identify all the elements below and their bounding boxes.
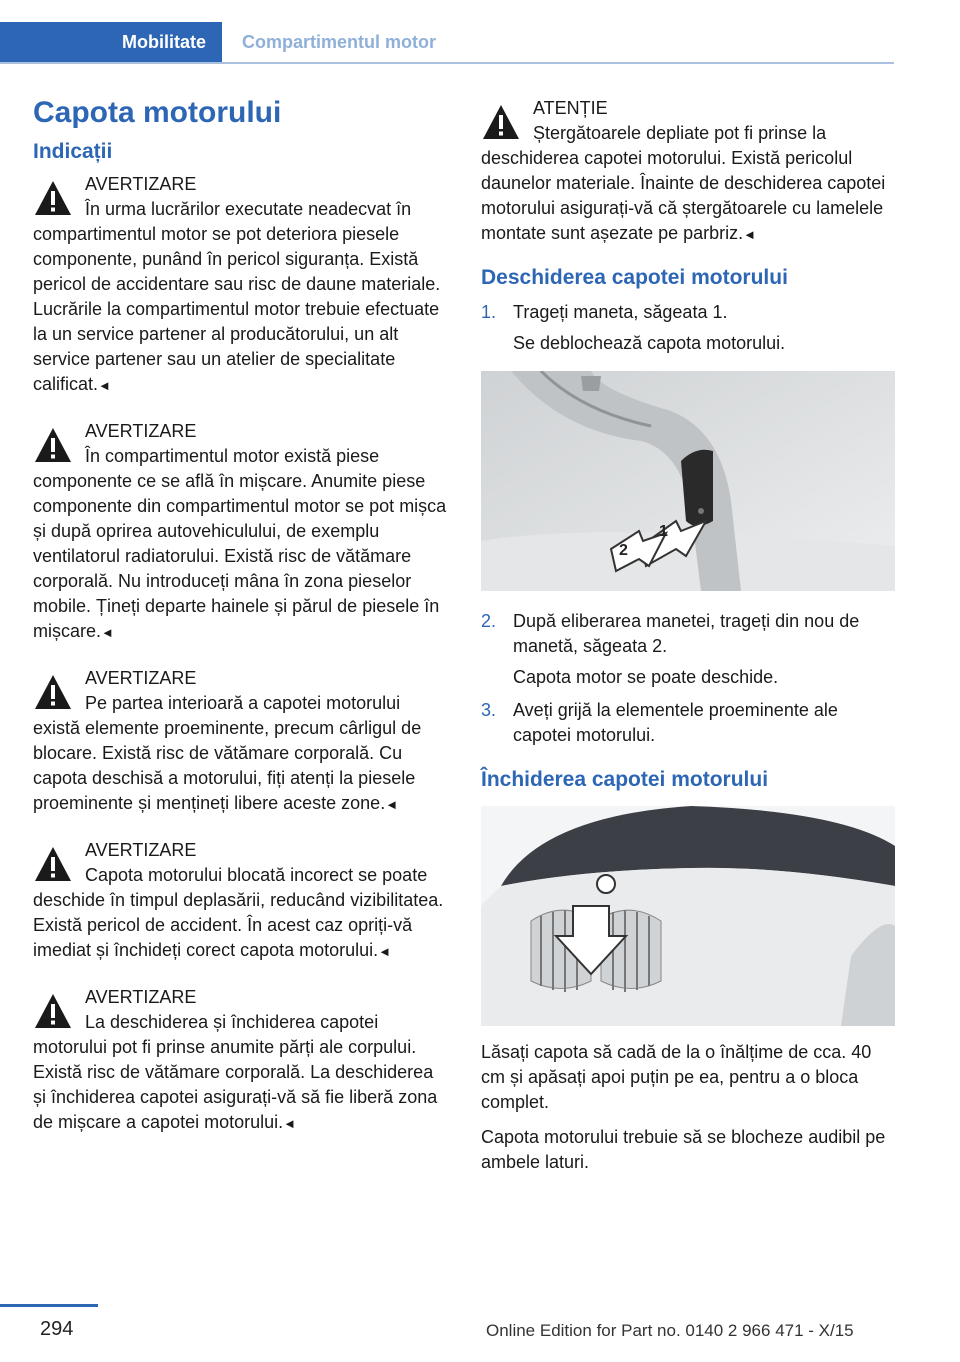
hood-closing-photo: [481, 806, 895, 1026]
step-item: [481, 609, 895, 690]
edition-note: Online Edition for Part no. 0140 2 966 471 - X/15: [486, 1321, 854, 1340]
step-text: Aveți grijă la elementele proeminente ale capotei motorului.: [513, 700, 838, 745]
warning-block: [33, 838, 447, 964]
section-subtitle: Indicații: [33, 140, 113, 163]
warning-triangle-icon: [33, 844, 73, 884]
warning-label: AVERTIZARE: [85, 421, 197, 441]
warning-label: AVERTIZARE: [85, 668, 197, 688]
warning-text: Pe partea interioară a capotei motorului există elemente proeminente, precum cârligul de blocare. Există risc de vătămare corporală. Cu capota deschisă a motorului, fiți atenți la piesele proeminente și mențineți libere aceste zone.: [33, 693, 422, 813]
warning-text: În compartimentul motor există piese componente ce se află în mișcare. Anumite piese componente din compartimentul motor se pot mișca și după oprirea autovehiculului, de exemplu ventilatorul radiatorului. Există risc de vătămare corporală. Nu introduceți mâna în zona pieselor mobile. Țineți departe hainele și părul de piesele în mișcare.: [33, 446, 447, 641]
step-number: 1.: [481, 302, 497, 322]
step-text: După eliberarea manetei, trageți din nou de manetă, săgeata 2.: [513, 611, 860, 656]
step-number: 2.: [481, 611, 497, 631]
subsection-title: Compartimentul motor: [242, 31, 437, 52]
step-number: 3.: [481, 700, 497, 720]
page-number: 294: [40, 1318, 74, 1340]
end-mark: ◄: [98, 378, 111, 393]
steps-list: [481, 300, 895, 748]
step-result: Capota motor se poate deschide.: [513, 667, 779, 687]
step-result: Se deblochează capota motorului.: [513, 333, 786, 353]
hood-release-lever-photo: [481, 371, 895, 591]
warning-label: AVERTIZARE: [85, 987, 197, 1007]
right-column: [481, 96, 895, 1175]
caution-block: [481, 96, 895, 247]
caution-label: ATENȚIE: [533, 98, 608, 118]
close-hood-heading: Închiderea capotei motorului: [481, 768, 769, 791]
warning-block: [33, 419, 447, 645]
warning-block: [33, 172, 447, 398]
step-item: [481, 698, 895, 748]
arrow-2-label: 2: [619, 542, 628, 559]
caution-text: Ștergătoarele depliate pot fi prinse la deschiderea capotei motorului. Există pericolul daunelor materiale. Înainte de deschiderea capotei motorului asigurați-vă că ștergătoarele cu lamelele montate sunt așezate pe parbriz.: [481, 123, 886, 243]
close-paragraph-2: Capota motorului trebuie să se blocheze audibil pe ambele laturi.: [481, 1127, 886, 1172]
step-text: Trageți maneta, săgeata 1.: [513, 302, 728, 322]
section-tab: Mobilitate: [0, 22, 222, 62]
warning-label: AVERTIZARE: [85, 174, 197, 194]
page-header: [0, 22, 894, 64]
end-mark: ◄: [283, 1116, 296, 1131]
warning-triangle-icon: [33, 672, 73, 712]
end-mark: ◄: [743, 227, 757, 242]
hood-release-illustration: [481, 371, 895, 591]
warning-text: În urma lucrărilor executate neadecvat în compartimentul motor se pot deteriora piesele componente, punând în pericol siguranța. Există pericol de accidentare sau risc de daune materiale. Lucrările la compartimentul motor trebuie efectuate la un service partener al producătorului, un alt service partener sau un atelier de specialitate calificat.: [33, 199, 441, 394]
end-mark: ◄: [101, 625, 114, 640]
warning-triangle-icon: [33, 178, 73, 218]
warning-block: [33, 985, 447, 1136]
page-title: Capota motorului: [33, 96, 282, 129]
warning-triangle-icon: [481, 102, 521, 142]
left-column: [33, 96, 447, 1157]
end-mark: ◄: [385, 797, 399, 812]
warning-text: Capota motorului blocată incorect se poate deschide în timpul deplasării, reducând vizibilitatea. Există pericol de accident. În acest caz opriți-vă imediat și închideți corect capota motorului.: [33, 865, 444, 960]
footer-accent-bar: [0, 1304, 98, 1307]
arrow-1-label: 1: [659, 523, 668, 540]
warning-block: [33, 666, 447, 817]
open-hood-heading: Deschiderea capotei motorului: [481, 266, 788, 289]
step-item: [481, 300, 895, 356]
warning-triangle-icon: [33, 425, 73, 465]
hood-closing-illustration: [481, 806, 895, 1026]
warning-text: La deschiderea și închiderea capotei motorului pot fi prinse anumite părți ale corpului. Există risc de vătămare corporală. La deschiderea și închiderea capotei asigurați-vă să fie liberă zona de mișcare a capotei motorului.: [33, 1012, 438, 1132]
warning-label: AVERTIZARE: [85, 840, 197, 860]
end-mark: ◄: [378, 944, 392, 959]
warning-triangle-icon: [33, 991, 73, 1031]
close-paragraph-1: Lăsați capota să cadă de la o înălțime de cca. 40 cm și apăsați apoi puțin pe ea, pentru a o bloca complet.: [481, 1042, 872, 1112]
